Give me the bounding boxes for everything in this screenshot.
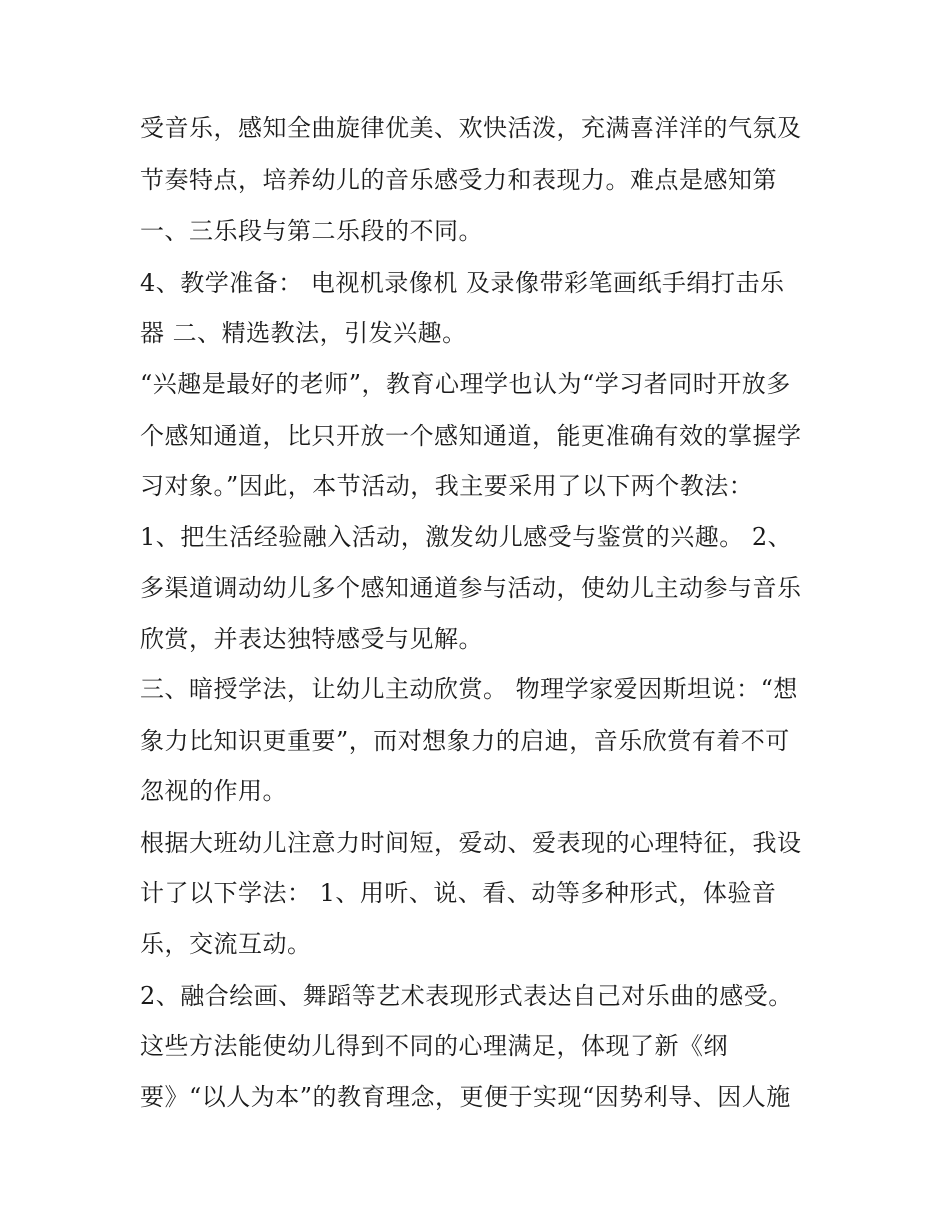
text-line: 三、暗授学法，让幼儿主动欣赏。 物理学家爱因斯坦说：“想 (140, 675, 798, 703)
text-line: 习对象。”因此，本节活动，我主要采用了以下两个教法： (140, 472, 754, 500)
text-line: 节奏特点，培养幼儿的音乐感受力和表现力。难点是感知第 (140, 166, 777, 194)
text-line: 4、教学准备： 电视机录像机 及录像带彩笔画纸手绢打击乐 (140, 269, 785, 297)
text-line: 个感知通道，比只开放一个感知通道，能更准确有效的掌握学 (140, 422, 802, 450)
text-line: 要》“以人为本”的教育理念，更便于实现“因势利导、因人施 (140, 1083, 791, 1111)
text-line: 2、融合绘画、舞蹈等艺术表现形式表达自己对乐曲的感受。 (140, 982, 793, 1010)
text-line: 象力比知识更重要”，而对想象力的启迪，音乐欣赏有着不可 (140, 727, 790, 755)
text-line: 忽视的作用。 (140, 777, 287, 805)
text-line: 计了以下学法： 1、用听、说、看、动等多种形式，体验音 (140, 879, 777, 907)
text-line: 乐，交流互动。 (140, 930, 312, 958)
text-line: 1、把生活经验融入活动，激发幼儿感受与鉴赏的兴趣。 2、 (140, 523, 793, 551)
text-line: 根据大班幼儿注意力时间短，爱动、爱表现的心理特征，我设 (140, 829, 802, 857)
text-line: 受音乐，感知全曲旋律优美、欢快活泼，充满喜洋洋的气氛及 (140, 114, 802, 142)
text-line: 欣赏，并表达独特感受与见解。 (140, 625, 483, 653)
text-line: “兴趣是最好的老师”，教育心理学也认为“学习者同时开放多 (140, 370, 791, 398)
text-line: 这些方法能使幼儿得到不同的心理满足，体现了新《纲 (140, 1032, 728, 1060)
text-line: 一、三乐段与第二乐段的不同。 (140, 217, 483, 245)
text-line: 多渠道调动幼儿多个感知通道参与活动，使幼儿主动参与音乐 (140, 574, 802, 602)
text-line: 器 二、精选教法，引发兴趣。 (140, 319, 467, 347)
